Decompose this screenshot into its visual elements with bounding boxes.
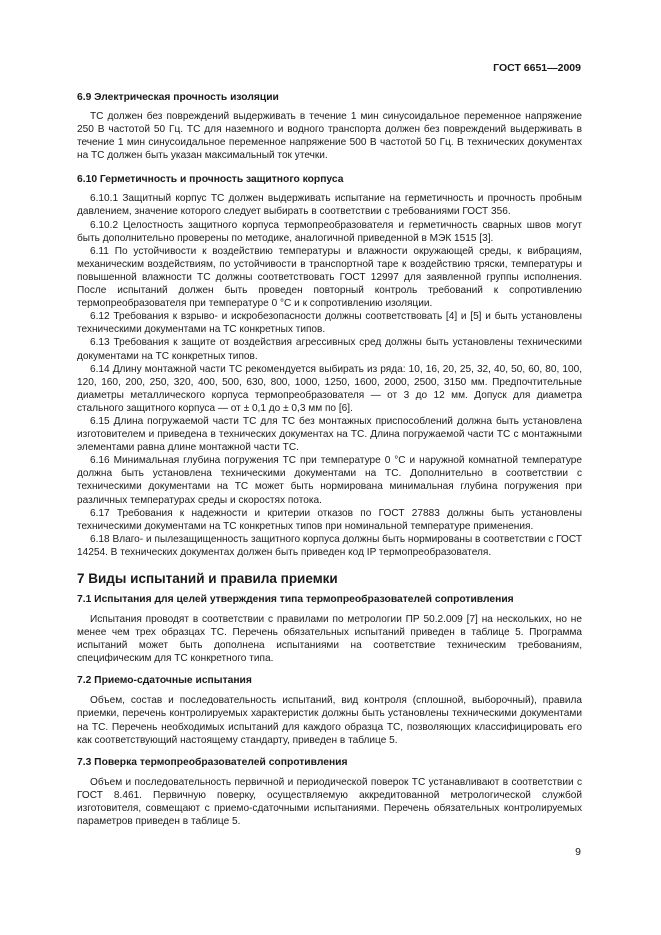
paragraph-6-16: 6.16 Минимальная глубина погружения ТС при температуре 0 °С и наружной комнатной температуре должна быть установлена техническими документами на ТС. Дополнительно в соответствии с техническими документами на ТС может быть нормирована минимальная глубина погружения при различных температурах среды и скоростях потока. xyxy=(77,455,582,506)
paragraph-6-15: 6.15 Длина погружаемой части ТС для ТС без монтажных приспособлений должна быть установлена изготовителем и приведена в технических документах на ТС. Длина погружаемой части ТС с монтажными элементами равна длине монтажной части ТС. xyxy=(77,415,582,454)
section-heading-7-2: 7.2 Приемо-сдаточные испытания xyxy=(77,675,252,687)
section-heading-7-1: 7.1 Испытания для целей утверждения типа термопреобразователей сопротивления xyxy=(77,594,514,605)
paragraph-6-14: 6.14 Длину монтажной части ТС рекомендуется выбирать из ряда: 10, 16, 20, 25, 32, 40, 50, 60, 80, 100, 120, 160, 200, 250, 320, 400, 500, 630, 800, 1000, 1250, 1600, 2000, 2500, 3150 мм. Предпочтительные диаметры металлического корпуса термопреобразователя — от 3 до 12 мм. Допуск для диаметра стального защитного корпуса — от ± 0,1 до ± 0,3 мм по [6]. xyxy=(77,363,582,414)
section-heading-7-3: 7.3 Поверка термопреобразователей сопротивления xyxy=(77,756,348,768)
paragraph-6-18: 6.18 Влаго- и пылезащищенность защитного корпуса должны быть нормированы в соответствии с ГОСТ 14254. В технических документах должен быть приведен код IP термопреобразователя. xyxy=(77,533,582,558)
paragraph-6-13: 6.13 Требования к защите от воздействия агрессивных сред должны быть установлены техническими документами на ТС конкретных типов. xyxy=(77,337,582,362)
paragraph-6-10-2: 6.10.2 Целостность защитного корпуса термопреобразователя и герметичность сварных швов могут быть дополнительно проверены по методике, аналогичной приведенной в МЭК 1515 [3]. xyxy=(77,219,582,244)
paragraph-6-10-1: 6.10.1 Защитный корпус ТС должен выдерживать испытание на герметичность и прочность пробным давлением, значение которого следует выбирать в соответствии с требованиями ГОСТ 356. xyxy=(77,193,582,218)
section-heading-6-9: 6.9 Электрическая прочность изоляции xyxy=(77,92,279,103)
chapter-heading-7: 7 Виды испытаний и правила приемки xyxy=(77,571,338,586)
section-heading-6-10: 6.10 Герметичность и прочность защитного корпуса xyxy=(77,174,344,186)
paragraph-7-2: Объем, состав и последовательность испытаний, вид контроля (сплошной, выборочный), правила приемки, перечень контролируемых характеристик должны быть установлены техническими документами на ТС. Перечень необходимых испытаний для каждого образца ТС, позволяющих классифицировать его как соответствующий настоящему стандарту, приведен в таблице 5. xyxy=(77,695,582,746)
paragraph-6-11: 6.11 По устойчивости к воздействию температуры и влажности окружающей среды, к вибрациям, механическим воздействиям, по устойчивости в транспортной таре к воздействию тряски, температуры и повышенной влажности ТС должны соответствовать ГОСТ 12997 для заявленной группы исполнения. После испытаний должен быть проведен повторный контроль требований к сопротивлению термопреобразователя при температуре 0 °С и к сопротивлению изоляции. xyxy=(77,245,582,310)
paragraph-6-12: 6.12 Требования к взрыво- и искробезопасности должны соответствовать [4] и [5] и быть установлены техническими документами на ТС конкретных типов. xyxy=(77,311,582,336)
page-content xyxy=(77,91,582,828)
paragraph-6-17: 6.17 Требования к надежности и критерии отказов по ГОСТ 27883 должны быть установлены техническими документами на ТС конкретных типов при номинальной температуре применения. xyxy=(77,507,582,532)
page-number: 9 xyxy=(575,846,581,858)
paragraph-7-3: Объем и последовательность первичной и периодической поверок ТС устанавливают в соответствии с ГОСТ 8.461. Первичную поверку, осуществляемую аккредитованной метрологической службой изготовителя, совмещают с приемо-сдаточными испытаниями. Перечень обязательных контролируемых параметров приведен в таблице 5. xyxy=(77,776,582,828)
standard-designation: ГОСТ 6651—2009 xyxy=(493,62,581,74)
paragraph-6-9: ТС должен без повреждений выдерживать в течение 1 мин синусоидальное переменное напряжение 250 В частотой 50 Гц. ТС для наземного и водного транспорта должен без повреждений выдерживать в течение 1 мин синусоидальное переменное напряжение 500 В частотой 50 Гц. В технических документах на ТС должен быть указан максимальный ток утечки. xyxy=(77,111,582,162)
paragraph-7-1: Испытания проводят в соответствии с правилами по метрологии ПР 50.2.009 [7] на нескольких, но не менее чем трех образцах ТС. Перечень обязательных испытаний приведен в таблице 5. Программа испытаний может быть дополнена испытаниями на соответствие техническим требованиям, специфическим для ТС конкретного типа. xyxy=(77,614,582,665)
